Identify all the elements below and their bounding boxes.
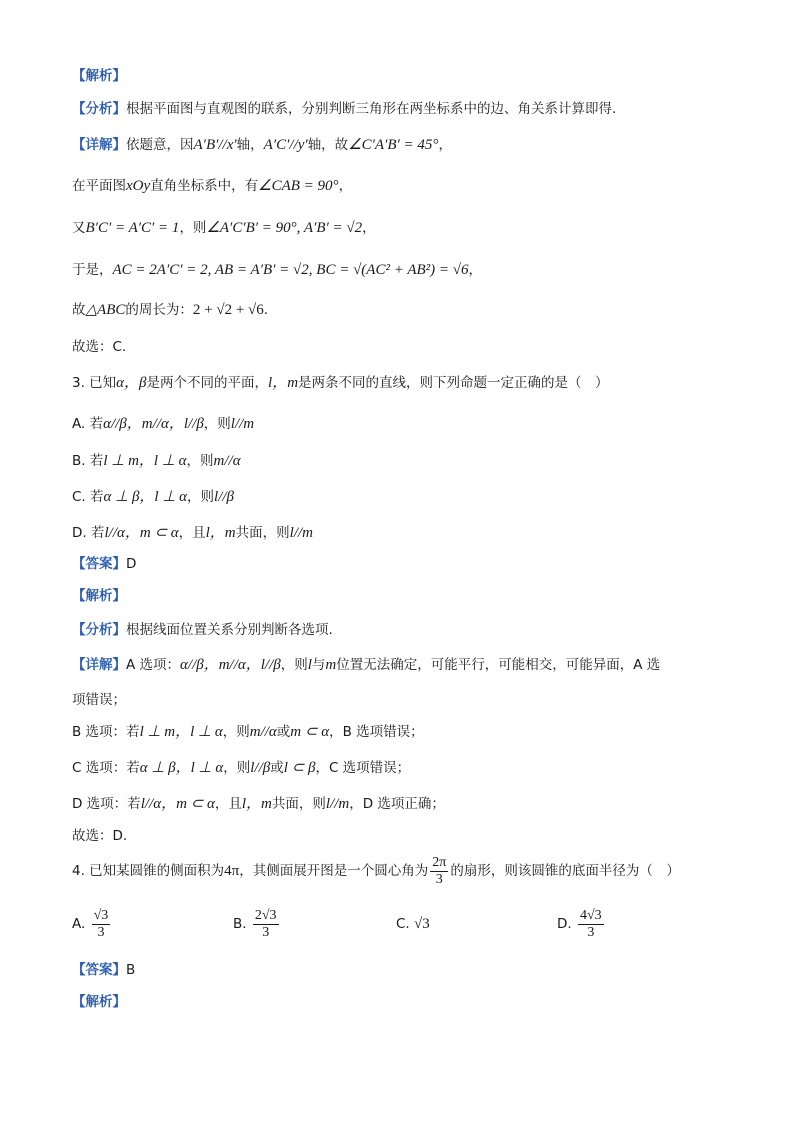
q3-detail-a: 【详解】A 选项：α//β，m//α，l//β，则l与m位置无法确定，可能平行，可能相交，可能异面，A 选 (72, 657, 661, 673)
jiexi-heading-1: 【解析】 (72, 68, 126, 84)
q3-option-c: C. 若α ⊥ β，l ⊥ α，则l//β (72, 489, 235, 505)
q4-option-b: B. $\frac{2√3}{3}$ (233, 907, 277, 940)
q3-detail-d: D 选项：若l//α，m ⊂ α，且l，m共面，则l//m，D 选项正确； (72, 796, 445, 812)
q3-option-d: D. 若l//α，m ⊂ α，且l，m共面，则l//m (72, 525, 313, 541)
q4-stem: 4. 已知某圆锥的侧面积为4π，其侧面展开图是一个圆心角为 $\frac{2\pi}{3}$ 的扇形，则该圆锥的底面半径为（ ） (72, 854, 680, 887)
q3-detail-b: B 选项：若l ⊥ m，l ⊥ α，则m//α或m ⊂ α，B 选项错误； (72, 724, 424, 740)
q4-option-c: C. √3 (396, 916, 430, 932)
q3-fenxi: 【分析】根据线面位置关系分别判断各选项. (72, 622, 333, 638)
detail-line-2: 在平面图xOy直角坐标系中，有∠CAB = 90°， (72, 178, 353, 194)
q3-answer: 【答案】D (72, 556, 137, 572)
choose-line-1: 故选：C. (72, 339, 127, 355)
q3-detail-a-cont: 项错误； (72, 692, 126, 708)
q3-jiexi-heading: 【解析】 (72, 588, 126, 604)
q4-jiexi-heading: 【解析】 (72, 994, 126, 1010)
detail-line-5: 故△ABC的周长为：2 + √2 + √6. (72, 302, 269, 318)
fenxi-line-1: 【分析】根据平面图与直观图的联系，分别判断三角形在两坐标系中的边、角关系计算即得. (72, 101, 617, 117)
q4-stem-fraction: $\frac{2\pi}{3}$ (432, 854, 447, 887)
q3-option-a: A. 若α//β，m//α，l//β，则l//m (72, 416, 255, 432)
q4-answer: 【答案】B (72, 962, 136, 978)
q4-option-d: D. $\frac{4√3}{3}$ (557, 907, 602, 940)
q3-stem: 3. 已知α，β是两个不同的平面，l，m是两条不同的直线，则下列命题一定正确的是（ ） (72, 375, 609, 391)
detail-line-3: 又B′C′ = A′C′ = 1，则∠A′C′B′ = 90°, A′B′ = √2， (72, 220, 376, 236)
q3-choose: 故选：D. (72, 828, 128, 844)
q3-detail-c: C 选项：若α ⊥ β，l ⊥ α，则l//β或l ⊂ β，C 选项错误； (72, 760, 411, 776)
xiangjie-line-1: 【详解】依题意，因A′B′//x′轴，A′C′//y′轴，故∠C′A′B′ = 45°， (72, 137, 452, 153)
detail-line-4: 于是，AC = 2A′C′ = 2, AB = A′B′ = √2, BC = √(AC² + AB²) = √6， (72, 262, 482, 278)
q4-option-a: A. $\frac{√3}{3}$ (72, 907, 109, 940)
q3-option-b: B. 若l ⊥ m，l ⊥ α，则m//α (72, 453, 241, 469)
